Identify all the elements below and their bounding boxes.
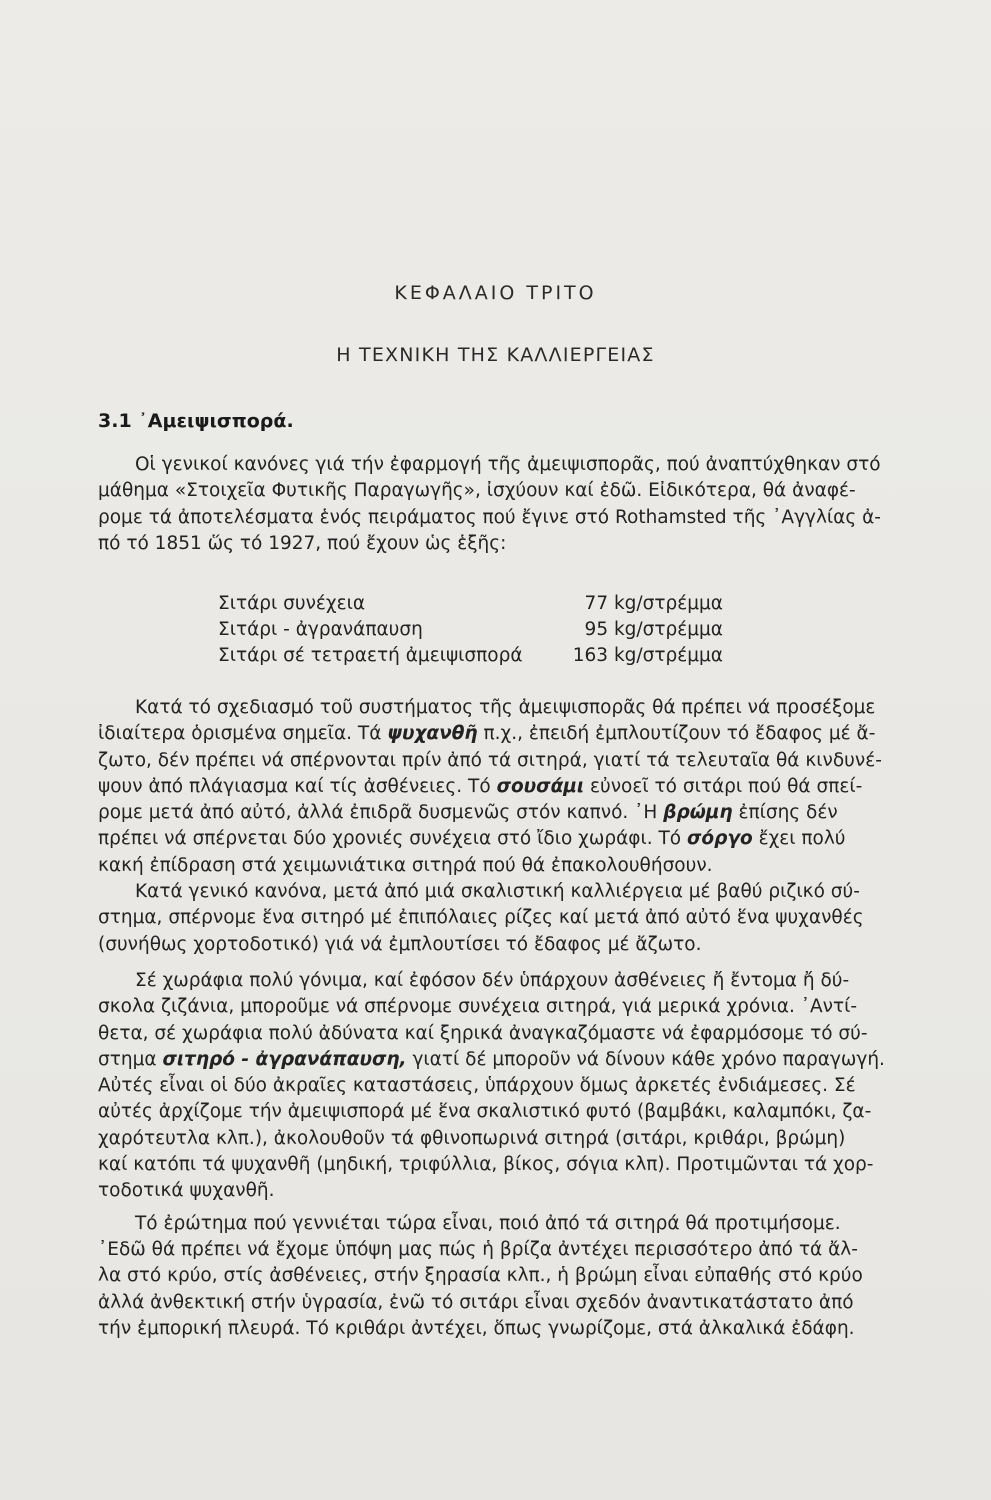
table-row (218, 643, 723, 669)
text-line: Κατά γενικό κανόνα, μετά ἀπό μιά σκαλιστική καλλιέργεια μέ βαθύ ριζικό σύ- (135, 881, 860, 903)
body-text (98, 695, 925, 1342)
amount-cell: 163 kg/στρέμμα (572, 645, 723, 666)
text-line: λα στό κρύο, στίς ἀσθένειες, στήν ξηρασία κλπ., ἡ βρώμη εἶναι εὐπαθής στό κρύο (98, 1265, 863, 1287)
text-line: καί κατόπι τά ψυχανθῆ (μηδική, τριφύλλια, βίκος, σόγια κλπ). Προτιμῶνται τά χορ- (98, 1154, 874, 1176)
text-line: πό τό 1851 ὥς τό 1927, πού ἔχουν ὡς ἑξῆς: (98, 532, 507, 554)
text-line: θετα, σέ χωράφια πολύ ἀδύνατα καί ξηρικά ἀναγκαζόμαστε νά ἐφαρμόσομε τό σύ- (98, 1022, 868, 1044)
text-line: ᾽Εδῶ θά πρέπει νά ἔχομε ὑπόψη μας πώς ἡ βρίζα ἀντέχει περισσότερο ἀπό τά ἄλ- (98, 1238, 858, 1260)
table-row (218, 591, 723, 617)
emphasis: σουσάμι (496, 775, 585, 797)
text-line: Οἱ γενικοί κανόνες γιά τήν ἐφαρμογή τῆς ἀμειψισπορᾶς, πού ἀναπτύχθηκαν στό (135, 454, 881, 475)
text-line: κακή ἐπίδραση στά χειμωνιάτικα σιτηρά πού θά ἐπακολουθήσουν. (98, 854, 713, 876)
text-line: Τό ἐρώτημα πού γεννιέται τώρα εἶναι, ποιό ἀπό τά σιτηρά θά προτιμήσομε. (135, 1212, 841, 1234)
chapter-label: ΚΕΦΑΛΑΙΟ ΤΡΙΤΟ (394, 282, 597, 304)
text-line: (συνήθως χορτοδοτικό) γιά νά ἐμπλουτίσει τό ἔδαφος μέ ἄζωτο. (98, 933, 702, 955)
text-line: μάθημα «Στοιχεῖα Φυτικῆς Παραγωγῆς», ἰσχύουν καί ἐδῶ. Εἰδικότερα, θά ἀναφέ- (98, 480, 856, 502)
crop-cell: Σιτάρι συνέχεια (218, 593, 366, 614)
text-line: Κατά τό σχεδιασμό τοῦ συστήματος τῆς ἀμειψισπορᾶς θά πρέπει νά προσέξομε (135, 697, 876, 718)
text-line: ἰδιαίτερα ὁρισμένα σημεῖα. Τά ψυχανθῆ π.χ., ἐπειδή ἐμπλουτίζουν τό ἔδαφος μέ ἄ- (98, 723, 876, 745)
text-line: πρέπει νά σπέρνεται δύο χρονιές συνέχεια στό ἴδιο χωράφι. Τό σόργο ἔχει πολύ (98, 828, 846, 850)
chapter-title: Η ΤΕΧΝΙΚΗ ΤΗΣ ΚΑΛΛΙΕΡΓΕΙΑΣ (336, 344, 655, 366)
amount-cell: 77 kg/στρέμμα (584, 593, 723, 614)
table-row (218, 617, 723, 643)
emphasis: σόργο (687, 828, 753, 850)
emphasis: ψυχανθῆ (387, 723, 478, 745)
text-line: Αὐτές εἶναι οἱ δύο ἀκραῖες καταστάσεις, ὑπάρχουν ὅμως ἀρκετές ἐνδιάμεσες. Σέ (98, 1075, 856, 1097)
text-line: στημα σιτηρό - ἀγρανάπαυση, γιατί δέ μποροῦν νά δίνουν κάθε χρόνο παραγωγή. (98, 1048, 885, 1070)
text-line: στημα, σπέρνομε ἕνα σιτηρό μέ ἐπιπόλαιες ρίζες καί μετά ἀπό αὐτό ἕνα ψυχανθές (98, 907, 864, 929)
emphasis: βρώμη (663, 802, 733, 824)
section-heading: 3.1 ᾽Αμειψισπορά. (98, 410, 294, 432)
text-line: χαρότευτλα κλπ.), ἀκολουθοῦν τά φθινοπωρινά σιτηρά (σιτάρι, κριθάρι, βρώμη) (98, 1127, 846, 1149)
text-line: ρομε τά ἀποτελέσματα ἑνός πειράματος πού ἔγινε στό Rothamsted τῆς ᾽Αγγλίας ἀ- (98, 506, 881, 528)
text-line: ἀλλά ἀνθεκτική στήν ὑγρασία, ἐνῶ τό σιτάρι εἶναι σχεδόν ἀναντικατάστατο ἀπό (98, 1291, 854, 1313)
yield-table (218, 591, 723, 669)
intro-paragraph (98, 452, 925, 557)
text-line: τοδοτικά ψυχανθῆ. (98, 1180, 275, 1202)
emphasis: σιτηρό - ἀγρανάπαυση, (162, 1048, 407, 1070)
text-line: Σέ χωράφια πολύ γόνιμα, καί ἐφόσον δέν ὑπάρχουν ἀσθένειες ἤ ἔντομα ἤ δύ- (135, 969, 850, 991)
text-line: τήν ἐμπορική πλευρά. Τό κριθάρι ἀντέχει, ὅπως γνωρίζομε, στά ἀλκαλικά ἐδάφη. (98, 1317, 855, 1339)
text-line: ζωτο, δέν πρέπει νά σπέρνονται πρίν ἀπό τά σιτηρά, γιατί τά τελευταῖα θά κινδυνέ- (98, 749, 882, 771)
crop-cell: Σιτάρι σέ τετραετή ἀμειψισπορά (218, 645, 523, 666)
crop-cell: Σιτάρι - ἀγρανάπαυση (218, 619, 423, 640)
text-line: ψουν ἀπό πλάγιασμα καί τίς ἀσθένειες. Τό σουσάμι εὐνοεῖ τό σιτάρι πού θά σπεί- (98, 775, 863, 797)
text-line: ρομε μετά ἀπό αὐτό, ἀλλά ἐπιδρᾶ δυσμενῶς στόν καπνό. ᾽Η βρώμη ἐπίσης δέν (98, 802, 838, 824)
text-line: αὐτές ἀρχίζομε τήν ἀμειψισπορά μέ ἕνα σκαλιστικό φυτό (βαμβάκι, καλαμπόκι, ζα- (98, 1101, 872, 1123)
amount-cell: 95 kg/στρέμμα (584, 619, 723, 640)
text-line: σκολα ζιζάνια, μποροῦμε νά σπέρνομε συνέχεια σιτηρά, γιά μερικά χρόνια. ᾽Αντί- (98, 996, 858, 1018)
